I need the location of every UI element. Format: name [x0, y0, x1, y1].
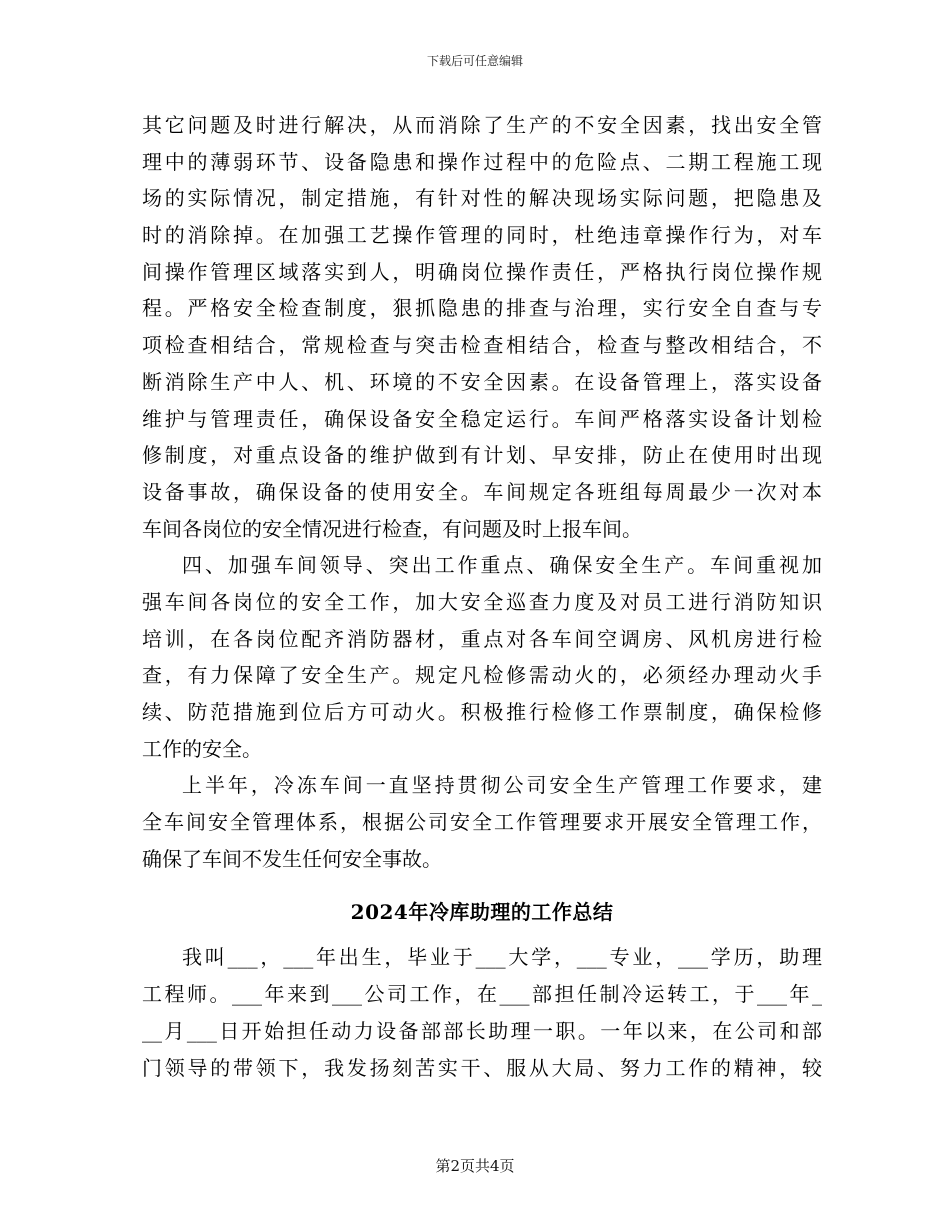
text-line: 场的实际情况，制定措施，有针对性的解决现场实际问题，把隐患及	[142, 186, 822, 211]
page-header: 下载后可任意编辑	[426, 54, 523, 68]
text-line: 断消除生产中人、机、环境的不安全因素。在设备管理上，落实设备	[142, 369, 822, 394]
text-line: __月___日开始担任动力设备部部长助理一职。一年以来，在公司和部	[142, 1018, 822, 1043]
text-line: 上半年，冷冻车间一直坚持贯彻公司安全生产管理工作要求，建	[182, 773, 822, 798]
paragraph-2	[142, 547, 822, 767]
text-line: 间操作管理区域落实到人，明确岗位操作责任，严格执行岗位操作规	[142, 259, 822, 284]
text-line: 项检查相结合，常规检查与突击检查相结合，检查与整改相结合，不	[142, 333, 822, 358]
text-line: 我叫___，___年出生，毕业于___大学，___专业，___学历，助理	[182, 945, 822, 970]
text-line: 续、防范措施到位后方可动火。积极推行检修工作票制度，确保检修	[142, 700, 822, 724]
text-line: 全车间安全管理体系，根据公司安全工作管理要求开展安全管理工作，	[142, 810, 822, 835]
text-line: 工作的安全。	[142, 736, 262, 761]
text-line: 其它问题及时进行解决，从而消除了生产的不安全因素，找出安全管	[142, 113, 822, 137]
page-number: 第2页共4页	[435, 1157, 515, 1175]
text-line: 工程师。___年来到___公司工作，在___部担任制冷运转工，于___年_	[142, 982, 822, 1007]
text-line: 车间各岗位的安全情况进行检查，有问题及时上报车间。	[142, 516, 642, 541]
text-line: 理中的薄弱环节、设备隐患和操作过程中的危险点、二期工程施工现	[142, 149, 822, 174]
paragraph-4	[142, 939, 822, 1086]
text-line: 修制度，对重点设备的维护做到有计划、早安排，防止在使用时出现	[142, 443, 822, 468]
text-line: 强车间各岗位的安全工作，加大安全巡查力度及对员工进行消防知识	[142, 589, 822, 614]
section-title: 2024年冷库助理的工作总结	[350, 900, 614, 925]
text-line: 维护与管理责任，确保设备安全稳定运行。车间严格落实设备计划检	[142, 406, 822, 431]
text-line: 程。严格安全检查制度，狠抓隐患的排查与治理，实行安全自查与专	[142, 296, 822, 321]
document-body	[142, 107, 822, 1086]
paragraph-3	[142, 767, 822, 877]
text-line: 查，有力保障了安全生产。规定凡检修需动火的，必须经办理动火手	[142, 663, 822, 688]
paragraph-1	[142, 107, 822, 547]
text-line: 四、加强车间领导、突出工作重点、确保安全生产。车间重视加	[182, 553, 822, 578]
text-line: 时的消除掉。在加强工艺操作管理的同时，杜绝违章操作行为，对车	[142, 223, 822, 248]
text-line: 确保了车间不发生任何安全事故。	[142, 846, 442, 871]
text-line: 门领导的带领下，我发扬刻苦实干、服从大局、努力工作的精神，较	[142, 1055, 822, 1080]
text-line: 培训，在各岗位配齐消防器材，重点对各车间空调房、风机房进行检	[142, 626, 822, 651]
text-line: 设备事故，确保设备的使用安全。车间规定各班组每周最少一次对本	[142, 479, 822, 504]
